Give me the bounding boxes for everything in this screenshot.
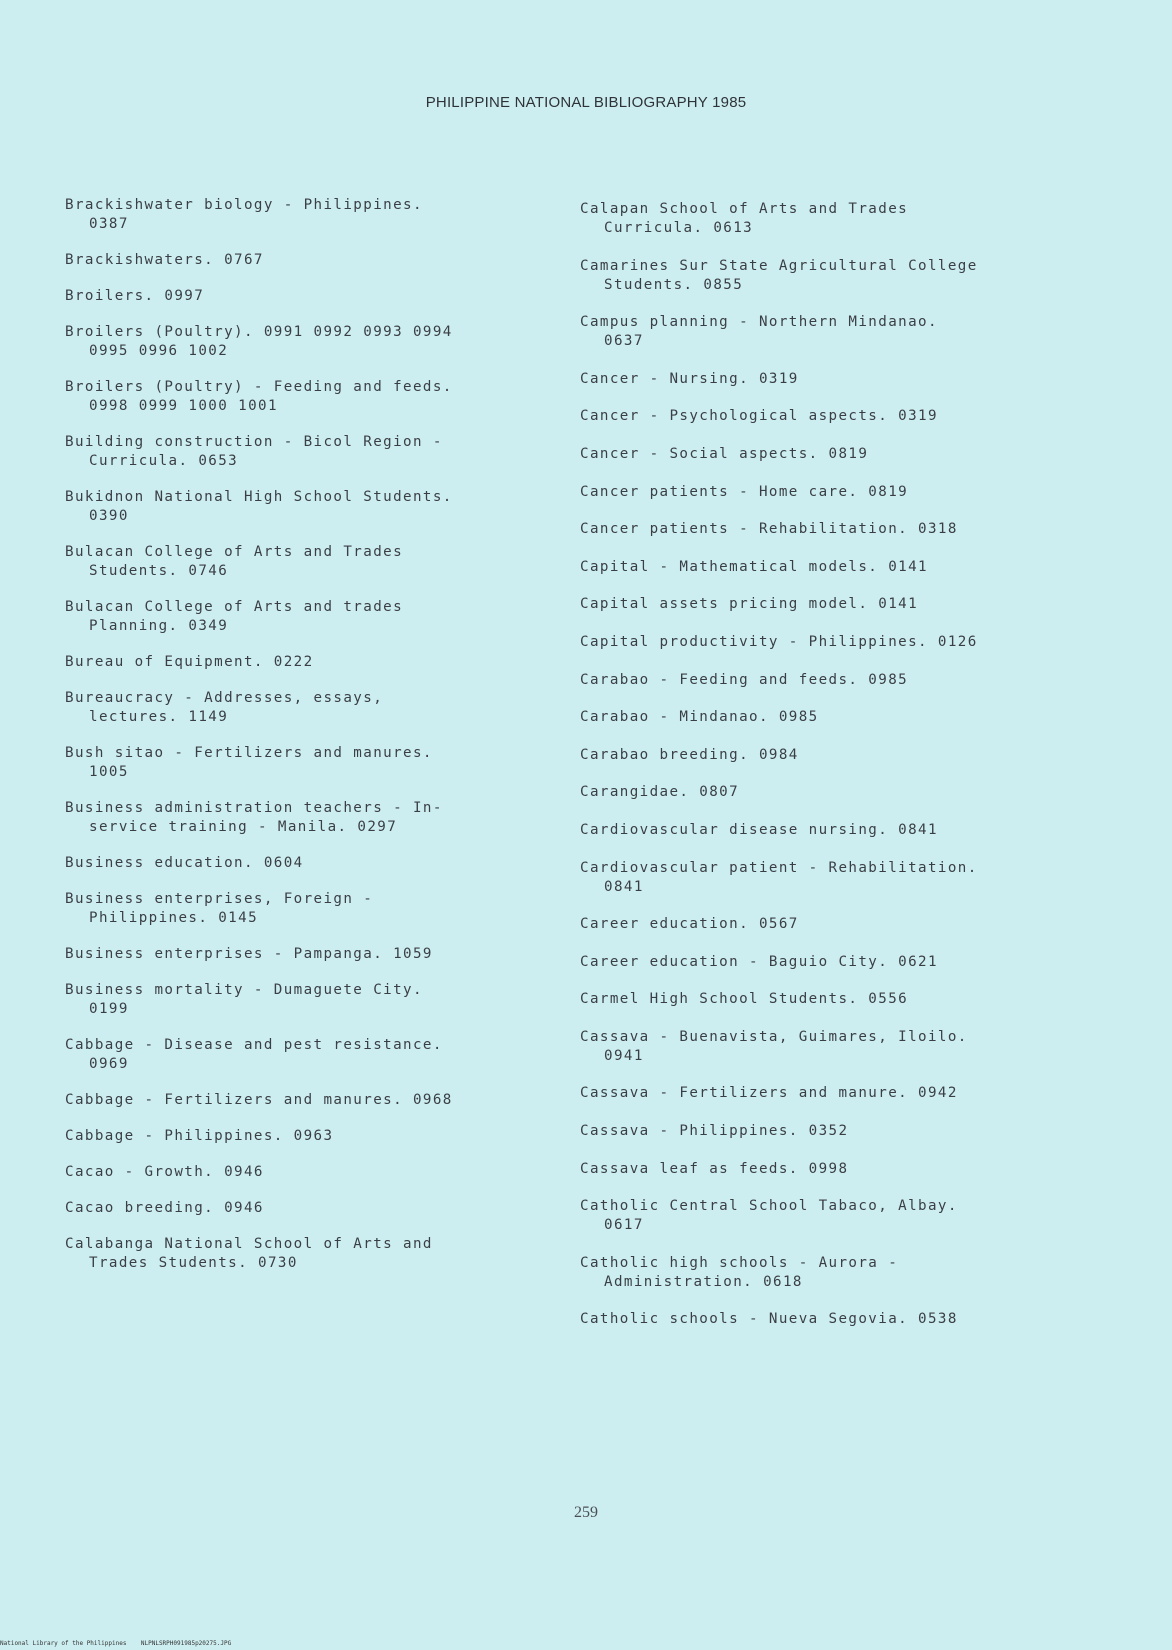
- index-entry: Bulacan College of Arts and trades Planning. 0349: [65, 599, 404, 634]
- index-entry: Cancer - Psychological aspects. 0319: [580, 408, 938, 425]
- index-entry: Cabbage - Disease and pest resistance. 0969: [65, 1037, 443, 1072]
- index-entry: Broilers. 0997: [65, 288, 205, 304]
- index-entry: Calapan School of Arts and Trades Curricula. 0613: [580, 201, 909, 236]
- index-entry: Broilers (Poultry). 0991 0992 0993 0994 0995 0996 1002: [65, 324, 453, 359]
- index-entry: Brackishwater biology - Philippines. 0387: [65, 197, 423, 232]
- index-entry: Catholic high schools - Aurora - Administration. 0618: [580, 1254, 899, 1290]
- index-entry: Brackishwaters. 0767: [65, 252, 264, 268]
- scan-footer: National Library of the Philippines NLPNLSRPH091985p20275.JPG: [0, 1640, 232, 1647]
- index-entry: Bulacan College of Arts and Trades Students. 0746: [65, 544, 404, 579]
- index-entry: Bukidnon National High School Students. 0390: [65, 489, 453, 524]
- index-entry: Campus planning - Northern Mindanao. 0637: [580, 314, 938, 350]
- index-entry: Cancer patients - Rehabilitation. 0318: [580, 521, 958, 538]
- index-entry: Business mortality - Dumaguete City. 0199: [65, 982, 423, 1017]
- index-entry: Capital - Mathematical models. 0141: [580, 558, 928, 575]
- index-entry: Bureaucracy - Addresses, essays, lectures. 1149: [65, 690, 384, 725]
- index-entry: Business enterprises - Pampanga. 1059: [65, 946, 433, 962]
- index-entry: Carangidae. 0807: [580, 784, 740, 801]
- index-entry: Catholic Central School Tabaco, Albay. 0617: [580, 1198, 958, 1234]
- index-entry: Calabanga National School of Arts and Trades Students. 0730: [65, 1236, 433, 1271]
- index-entry: Cabbage - Fertilizers and manures. 0968: [65, 1092, 453, 1108]
- index-entry: Cardiovascular patient - Rehabilitation. 0841: [580, 859, 978, 895]
- index-column-right: [580, 200, 1140, 1348]
- index-entry: Business education. 0604: [65, 855, 304, 871]
- index-entry: Bush sitao - Fertilizers and manures. 1005: [65, 745, 433, 780]
- index-entry: Catholic schools - Nueva Segovia. 0538: [580, 1311, 958, 1328]
- page-number: 259: [574, 1504, 598, 1521]
- index-column-left: [65, 196, 565, 1290]
- index-entry: Business administration teachers - In- service training - Manila. 0297: [65, 800, 443, 835]
- index-entry: Business enterprises, Foreign - Philippines. 0145: [65, 891, 374, 926]
- index-entry: Capital productivity - Philippines. 0126: [580, 633, 978, 650]
- page-header: PHILIPPINE NATIONAL BIBLIOGRAPHY 1985: [425, 94, 747, 111]
- index-entry: Cabbage - Philippines. 0963: [65, 1128, 334, 1144]
- index-entry: Carabao - Mindanao. 0985: [580, 709, 819, 726]
- index-entry: Cardiovascular disease nursing. 0841: [580, 821, 938, 838]
- index-entry: Cancer patients - Home care. 0819: [580, 483, 909, 500]
- index-entry: Carabao breeding. 0984: [580, 746, 799, 763]
- index-entry: Cassava - Buenavista, Guimares, Iloilo. 0941: [580, 1028, 968, 1064]
- index-entry: Carmel High School Students. 0556: [580, 991, 909, 1008]
- index-entry: Career education - Baguio City. 0621: [580, 953, 938, 970]
- index-entry: Career education. 0567: [580, 916, 799, 933]
- index-entry: Cassava - Fertilizers and manure. 0942: [580, 1085, 958, 1102]
- index-entry: Broilers (Poultry) - Feeding and feeds. 0998 0999 1000 1001: [65, 379, 453, 414]
- index-entry: Cassava leaf as feeds. 0998: [580, 1160, 849, 1177]
- index-entry: Bureau of Equipment. 0222: [65, 654, 314, 670]
- index-entry: Cancer - Nursing. 0319: [580, 370, 799, 387]
- index-entry: Camarines Sur State Agricultural College Students. 0855: [580, 257, 978, 293]
- index-entry: Cacao breeding. 0946: [65, 1200, 264, 1216]
- index-entry: Cancer - Social aspects. 0819: [580, 445, 869, 462]
- index-entry: Cacao - Growth. 0946: [65, 1164, 264, 1180]
- index-entry: Cassava - Philippines. 0352: [580, 1123, 849, 1140]
- index-entry: Building construction - Bicol Region - Curricula. 0653: [65, 434, 443, 469]
- index-entry: Carabao - Feeding and feeds. 0985: [580, 671, 909, 688]
- index-entry: Capital assets pricing model. 0141: [580, 596, 919, 613]
